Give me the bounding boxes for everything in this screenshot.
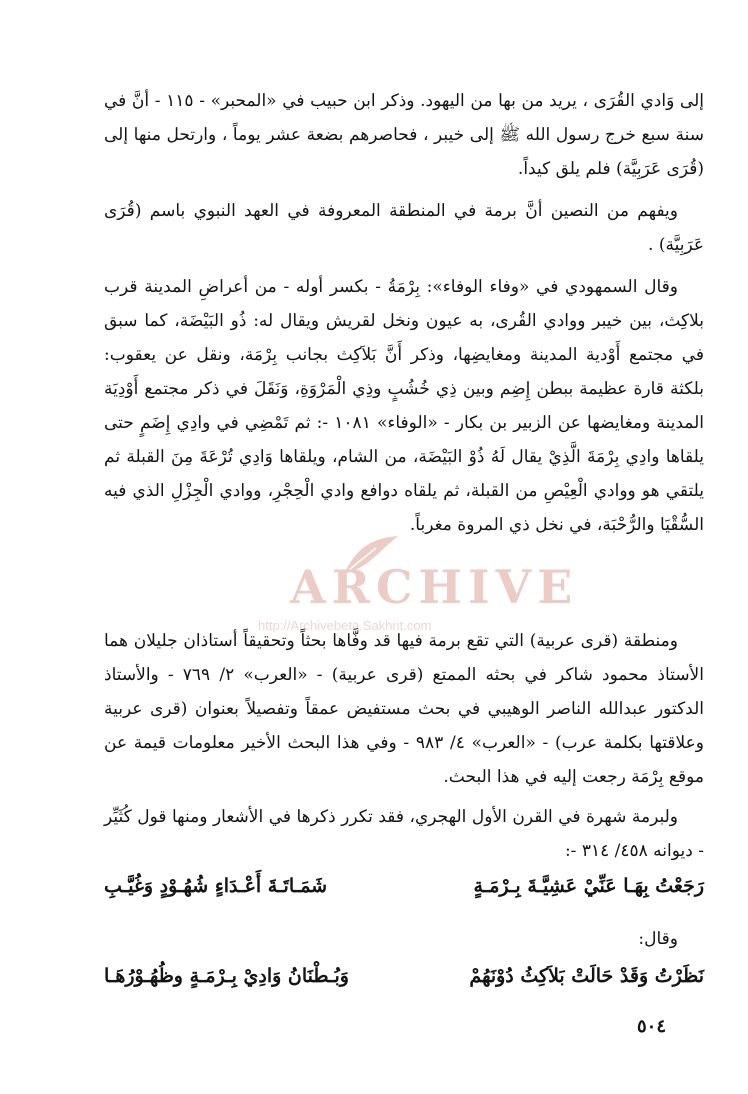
verse-1-second-hemistich: شَمَـاتَـةَ أَعْـدَاءٍ شُهُـوْدٍ وَغُيَّـبِ	[104, 875, 328, 897]
watermark-title: ARCHIVE	[290, 560, 579, 614]
watermark-url: http://Archivebeta.Sakhrit.com	[258, 618, 432, 633]
paragraph-4: ومنطقة (قرى عربية) التي تقع برمة فيها قد وفَّاها بحثاً وتحقيقاً أستاذان جليلان هما الأستاذ محمود شاكر في بحثه الممتع (قرى عربية) - «العرب» ٢/ ٧٦٩ - والأستاذ الدكتور عبدالله الناصر الوهيبي في بحث مستفيض عمقاً وتفصيلاً بعنوان (قرى عربية وعلاقتها بكلمة عرب) - «العرب» ٤/ ٩٨٣ - وفي هذا البحث الأخير معلومات قيمة عن موقع بِرْمَة رجعت إليه في هذا البحث.	[104, 631, 704, 787]
paragraph-2: ويفهم من النصين أنَّ برمة في المنطقة المعروفة في العهد النبوي باسم (قُرَى عَرَبِيَّة) .	[104, 201, 704, 255]
verse-2-second-hemistich: وَبُـطْنَانُ وَادِيْ بِـرْمَـةٍ وظُهُـوْرُهَـا	[104, 965, 349, 987]
paragraph-3: وقال السمهودي في «وفاء الوفاء»: بِرْمَةُ - بكسر أوله - من أعراضِ المدينة قرب بلاكِث، بين خيبر ووادي القُرى، به عيون ونخل لقريش ويقال له: ذُو البَيْضَة، كما سبق في مجتمع أَوْدية المدينة ومغايضِها، وذكر أَنَّ بَلاَكِث بجانب بِرْمَة، ونقل عن يعقوب: بلكثة قارة عظيمة ببطن إِضِم وبين ذِي خُشُبٍ وذِي الْمَرْوَةِ، وَنَقَلَ في ذكر مجتمع أَوْدِيَة المدينة ومغايضها عن الزبير بن بكار - «الوفاء» ١٠٨١ -: ثم تَمْضِي في وادِي إِضَمٍ حتى يلقاها وادِي بِرْمَةَ الَّذِيْ يقال لَهُ ذُوْ البَيْضَة، من الشام، ويلقاها وَادِي تُرْعَةَ مِنَ القبلة ثم يلتقي هو ووادي الْعِيْصِ من القبلة، ثم يلقاه دوافع وادي الْحِجْرِ، ووادي الْجِزْلِ الذي فيه السُّقْيَا والرُّحْبَة، في نخل ذي المروة مغرباً.	[104, 277, 705, 535]
paragraph-1: إلى وَادي القُرَى ، يريد من بها من اليهود. وذكر ابن حبيب في «المحبر» - ١١٥ - أنَّ في سنة سبع خرج رسول الله ﷺ إلى خيبر ، فحاصرهم بضعة عشر يوماً ، وارتحل منها إلى (قُرَى عَرَبِيَّة) فلم يلق كيداً.	[104, 91, 704, 179]
paragraph-5: ولبرمة شهرة في القرن الأول الهجري، فقد تكرر ذكرها في الأشعار ومنها قول كُثَيِّر - ديوانه ٤٥٨/ ٣١٤ -:	[104, 807, 704, 861]
verse-2	[104, 956, 704, 996]
verse-1-first-hemistich: رَجَعْتُ بِهَـا عَنِّيْ عَشِيَّـةَ بِـرْمَـةٍ	[473, 875, 704, 897]
verse-2-first-hemistich: نَظَرْتُ وَقَدْ حَالَتْ بَلاَكِثُ دُوْنَهُمْ	[469, 965, 704, 987]
verse-label: وقال:	[638, 929, 678, 949]
page-number: ٥٠٤	[636, 1016, 666, 1037]
verse-1	[104, 866, 704, 906]
